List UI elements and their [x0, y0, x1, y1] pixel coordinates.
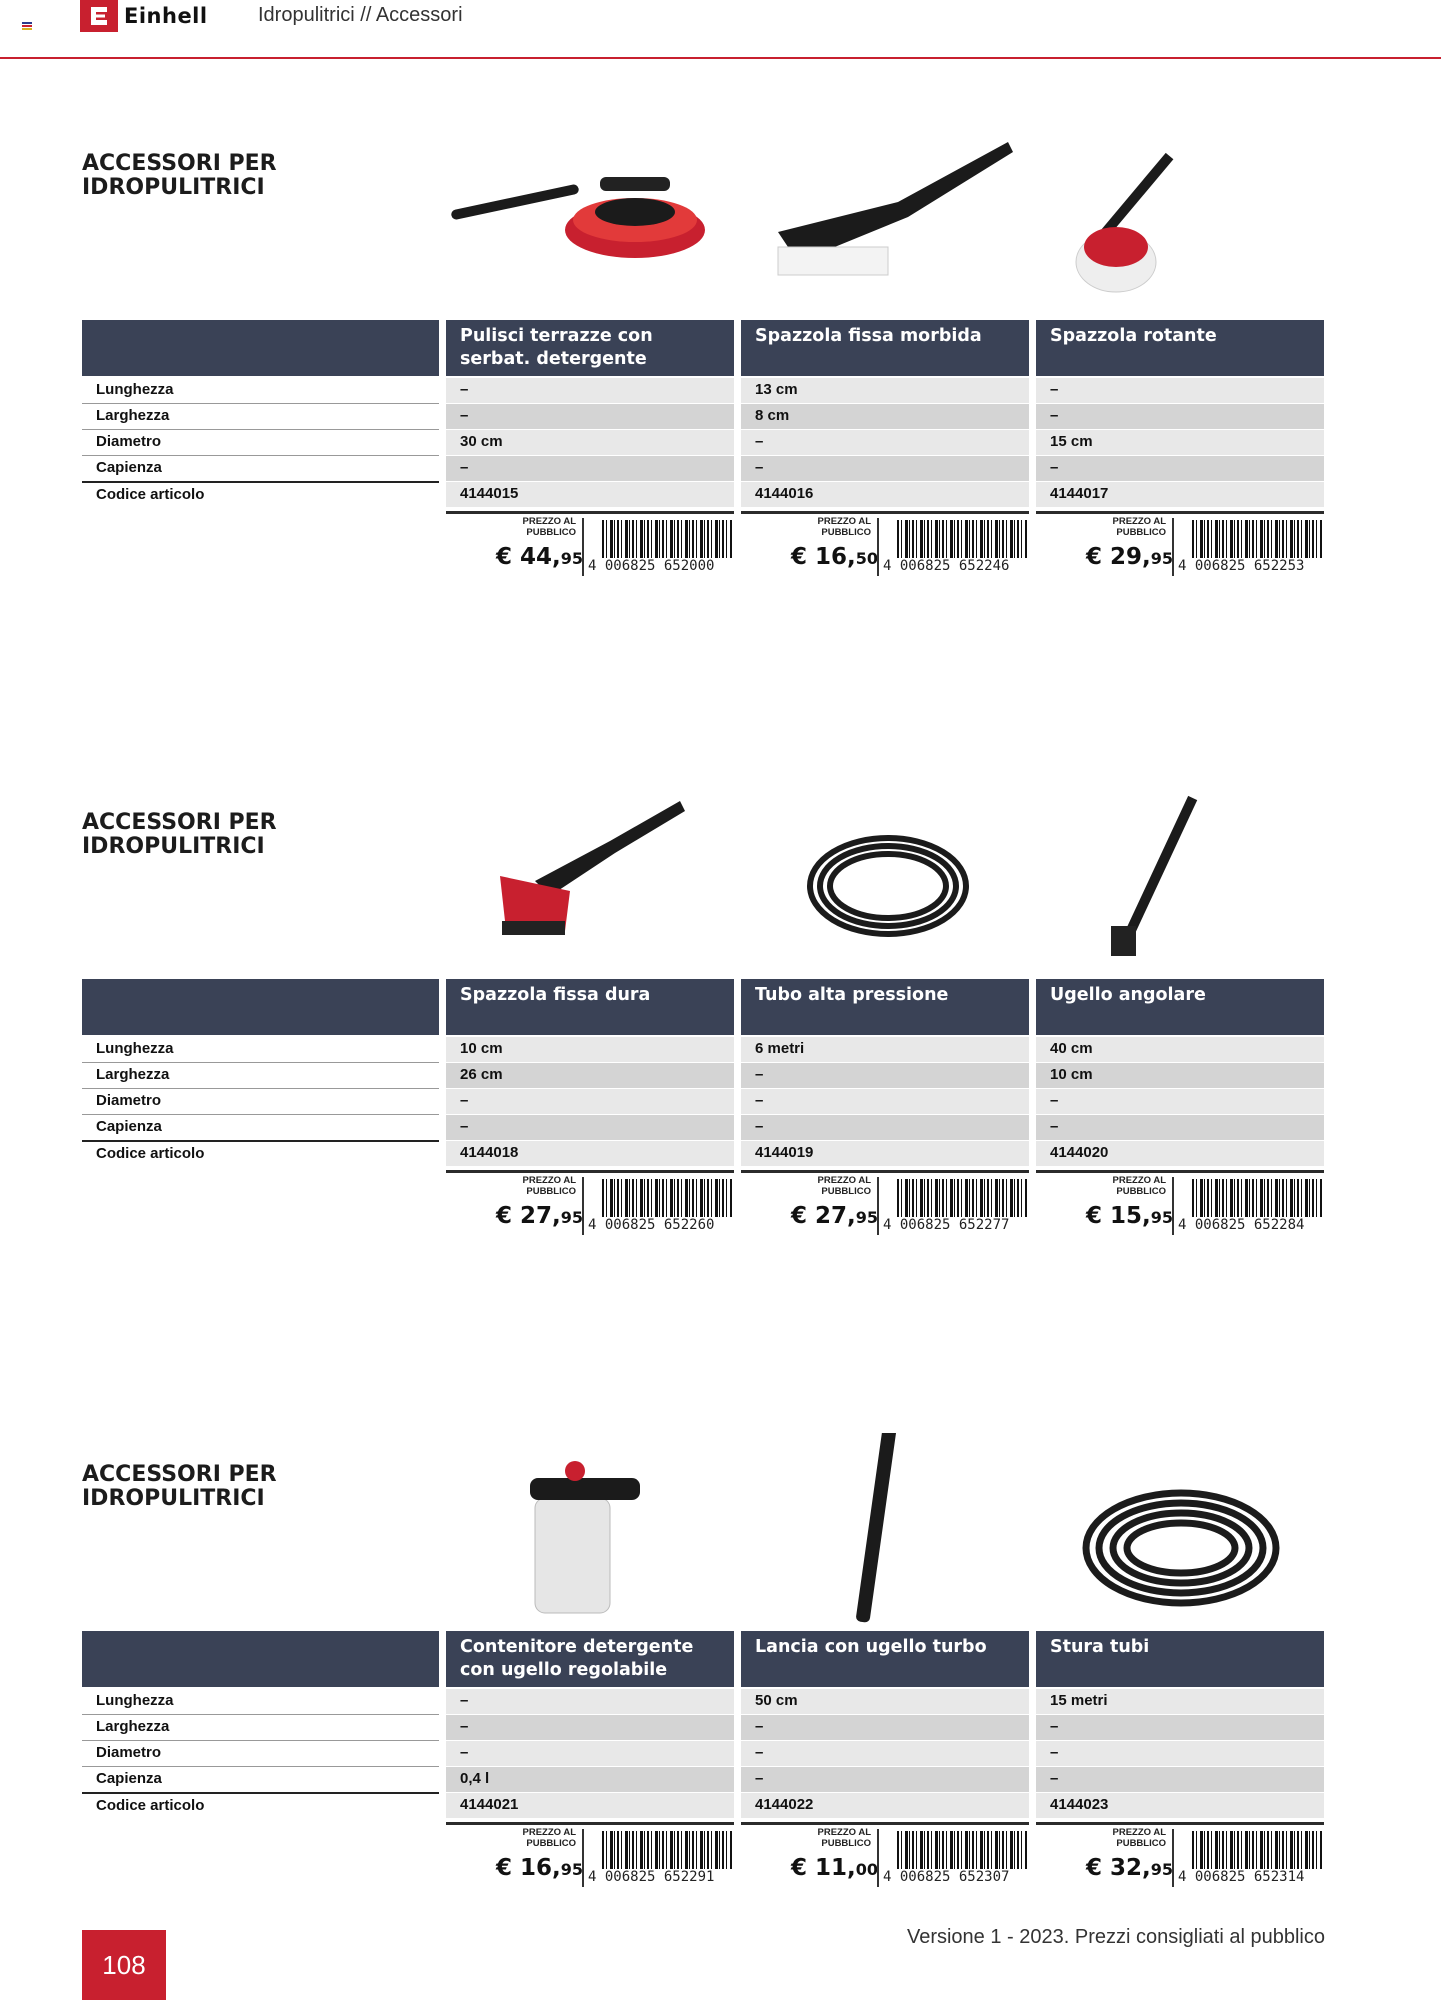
product-column: [741, 1631, 1029, 1891]
spec-capacity: –: [1036, 1115, 1324, 1141]
flag-icon: [22, 22, 32, 30]
label-capacity: Capienza: [82, 1767, 439, 1794]
price-label: PREZZO AL PUBBLICO: [1112, 1175, 1166, 1197]
spec-length: –: [446, 378, 734, 404]
product-image: [1036, 781, 1324, 971]
brand-logo: [80, 0, 238, 32]
label-diameter: Diametro: [82, 430, 439, 456]
spec-diameter: –: [741, 430, 1029, 456]
product-column: [741, 320, 1029, 580]
label-diameter: Diametro: [82, 1089, 439, 1115]
product-column: [446, 979, 734, 1239]
label-width: Larghezza: [82, 1715, 439, 1741]
spec-capacity: –: [741, 1767, 1029, 1793]
price-box: [446, 1822, 734, 1891]
product-section: [0, 811, 1441, 1271]
spec-code: 4144023: [1036, 1793, 1324, 1819]
price-box: [446, 511, 734, 580]
label-length: Lunghezza: [82, 1037, 439, 1063]
product-image: [440, 122, 728, 312]
spec-capacity: –: [741, 1115, 1029, 1141]
label-code: Codice articolo: [96, 486, 205, 503]
brand-name: Einhell: [124, 4, 208, 28]
spec-length: 50 cm: [741, 1689, 1029, 1715]
product-column: [1036, 1631, 1324, 1891]
spec-diameter: –: [1036, 1741, 1324, 1767]
spec-length: 13 cm: [741, 378, 1029, 404]
label-width: Larghezza: [82, 404, 439, 430]
spec-width: –: [741, 1715, 1029, 1741]
spec-length: 15 metri: [1036, 1689, 1324, 1715]
price: € 44,95: [496, 544, 584, 570]
price-label: PREZZO AL PUBBLICO: [817, 516, 871, 538]
section-title: ACCESSORI PER IDROPULITRICI: [82, 810, 277, 859]
spec-capacity: –: [741, 456, 1029, 482]
spec-code: 4144018: [446, 1141, 734, 1167]
product-image: [440, 1433, 728, 1623]
spec-length: –: [446, 1689, 734, 1715]
price: € 16,50: [791, 544, 879, 570]
product-name: Pulisci terrazze con serbat. detergente: [446, 320, 734, 376]
product-section: [0, 1463, 1441, 1923]
barcode: [1172, 518, 1324, 576]
page-header: [0, 0, 1441, 59]
barcode-number: 4 006825 652307: [883, 1869, 1010, 1885]
product-image: [440, 781, 728, 971]
barcode: [877, 518, 1029, 576]
spec-width: –: [741, 1063, 1029, 1089]
product-name: Tubo alta pressione: [741, 979, 1029, 1035]
product-column: [446, 1631, 734, 1891]
spec-labels: [82, 1689, 439, 1819]
price: € 27,95: [791, 1203, 879, 1229]
price-label: PREZZO AL PUBBLICO: [522, 516, 576, 538]
price-box: [1036, 1170, 1324, 1239]
spec-capacity: –: [446, 1115, 734, 1141]
barcode-bars: [897, 1179, 1027, 1217]
price: € 27,95: [496, 1203, 584, 1229]
spec-diameter: 30 cm: [446, 430, 734, 456]
spec-code: 4144019: [741, 1141, 1029, 1167]
barcode-number: 4 006825 652291: [588, 1869, 715, 1885]
footer-note: Versione 1 - 2023. Prezzi consigliati al pubblico: [906, 1926, 1325, 1948]
product-image: [1036, 1433, 1324, 1623]
spec-code: 4144016: [741, 482, 1029, 508]
spec-code: 4144021: [446, 1793, 734, 1819]
label-diameter: Diametro: [82, 1741, 439, 1767]
product-column: [1036, 320, 1324, 580]
spec-width: –: [446, 404, 734, 430]
barcode-number: 4 006825 652314: [1178, 1869, 1305, 1885]
spec-length: –: [1036, 378, 1324, 404]
label-length: Lunghezza: [82, 378, 439, 404]
price-box: [1036, 1822, 1324, 1891]
barcode-number: 4 006825 652284: [1178, 1217, 1305, 1233]
logo-mark-icon: [80, 0, 118, 32]
spec-width: 10 cm: [1036, 1063, 1324, 1089]
label-code: Codice articolo: [96, 1145, 205, 1162]
spec-labels: [82, 1037, 439, 1167]
product-name: Lancia con ugello turbo: [741, 1631, 1029, 1687]
spec-width: 8 cm: [741, 404, 1029, 430]
spec-header-blank: [82, 320, 439, 376]
spec-capacity: 0,4 l: [446, 1767, 734, 1793]
spec-capacity: –: [446, 456, 734, 482]
price-box: [446, 1170, 734, 1239]
spec-length: 6 metri: [741, 1037, 1029, 1063]
product-name: Contenitore detergente con ugello regolabile: [446, 1631, 734, 1687]
barcode-number: 4 006825 652277: [883, 1217, 1010, 1233]
spec-width: –: [1036, 1715, 1324, 1741]
product-image: [738, 781, 1026, 971]
price-label: PREZZO AL PUBBLICO: [817, 1827, 871, 1849]
spec-header-blank: [82, 979, 439, 1035]
barcode: [877, 1177, 1029, 1235]
label-width: Larghezza: [82, 1063, 439, 1089]
spec-header-blank: [82, 1631, 439, 1687]
barcode-bars: [897, 520, 1027, 558]
barcode: [1172, 1177, 1324, 1235]
price-label: PREZZO AL PUBBLICO: [817, 1175, 871, 1197]
price-box: [741, 1822, 1029, 1891]
spec-labels: [82, 378, 439, 508]
barcode-number: 4 006825 652000: [588, 558, 715, 574]
label-capacity: Capienza: [82, 456, 439, 483]
price-box: [1036, 511, 1324, 580]
product-name: Spazzola fissa morbida: [741, 320, 1029, 376]
barcode-number: 4 006825 652246: [883, 558, 1010, 574]
price-box: [741, 1170, 1029, 1239]
barcode-number: 4 006825 652260: [588, 1217, 715, 1233]
product-name: Spazzola rotante: [1036, 320, 1324, 376]
barcode-bars: [897, 1831, 1027, 1869]
spec-diameter: 15 cm: [1036, 430, 1324, 456]
price: € 29,95: [1086, 544, 1174, 570]
product-image: [1036, 122, 1324, 312]
breadcrumb: Idropulitrici // Accessori: [258, 4, 463, 26]
price-box: [741, 511, 1029, 580]
price-label: PREZZO AL PUBBLICO: [1112, 516, 1166, 538]
spec-code: 4144017: [1036, 482, 1324, 508]
spec-capacity: –: [1036, 456, 1324, 482]
label-length: Lunghezza: [82, 1689, 439, 1715]
spec-code: 4144022: [741, 1793, 1029, 1819]
product-name: Stura tubi: [1036, 1631, 1324, 1687]
spec-width: 26 cm: [446, 1063, 734, 1089]
product-column: [1036, 979, 1324, 1239]
barcode-bars: [602, 1179, 732, 1217]
price: € 32,95: [1086, 1855, 1174, 1881]
product-image: [738, 122, 1026, 312]
product-image: [738, 1433, 1026, 1623]
product-section: [0, 152, 1441, 612]
price-label: PREZZO AL PUBBLICO: [1112, 1827, 1166, 1849]
barcode: [582, 1177, 734, 1235]
price-label: PREZZO AL PUBBLICO: [522, 1827, 576, 1849]
spec-length: 40 cm: [1036, 1037, 1324, 1063]
product-name: Ugello angolare: [1036, 979, 1324, 1035]
barcode-bars: [1192, 1831, 1322, 1869]
section-title: ACCESSORI PER IDROPULITRICI: [82, 151, 277, 200]
product-column: [741, 979, 1029, 1239]
barcode-bars: [1192, 520, 1322, 558]
spec-width: –: [446, 1715, 734, 1741]
section-title: ACCESSORI PER IDROPULITRICI: [82, 1462, 277, 1511]
barcode: [582, 1829, 734, 1887]
price-label: PREZZO AL PUBBLICO: [522, 1175, 576, 1197]
product-column: [446, 320, 734, 580]
barcode: [1172, 1829, 1324, 1887]
barcode-bars: [602, 520, 732, 558]
price: € 11,00: [791, 1855, 879, 1881]
barcode: [582, 518, 734, 576]
spec-diameter: –: [1036, 1089, 1324, 1115]
barcode-number: 4 006825 652253: [1178, 558, 1305, 574]
spec-capacity: –: [1036, 1767, 1324, 1793]
spec-diameter: –: [741, 1741, 1029, 1767]
spec-diameter: –: [446, 1741, 734, 1767]
barcode-bars: [1192, 1179, 1322, 1217]
price: € 15,95: [1086, 1203, 1174, 1229]
product-name: Spazzola fissa dura: [446, 979, 734, 1035]
label-code: Codice articolo: [96, 1797, 205, 1814]
label-capacity: Capienza: [82, 1115, 439, 1142]
barcode-bars: [602, 1831, 732, 1869]
spec-diameter: –: [446, 1089, 734, 1115]
spec-length: 10 cm: [446, 1037, 734, 1063]
spec-width: –: [1036, 404, 1324, 430]
spec-diameter: –: [741, 1089, 1029, 1115]
spec-code: 4144015: [446, 482, 734, 508]
barcode: [877, 1829, 1029, 1887]
price: € 16,95: [496, 1855, 584, 1881]
spec-code: 4144020: [1036, 1141, 1324, 1167]
page-number: 108: [82, 1930, 166, 2000]
